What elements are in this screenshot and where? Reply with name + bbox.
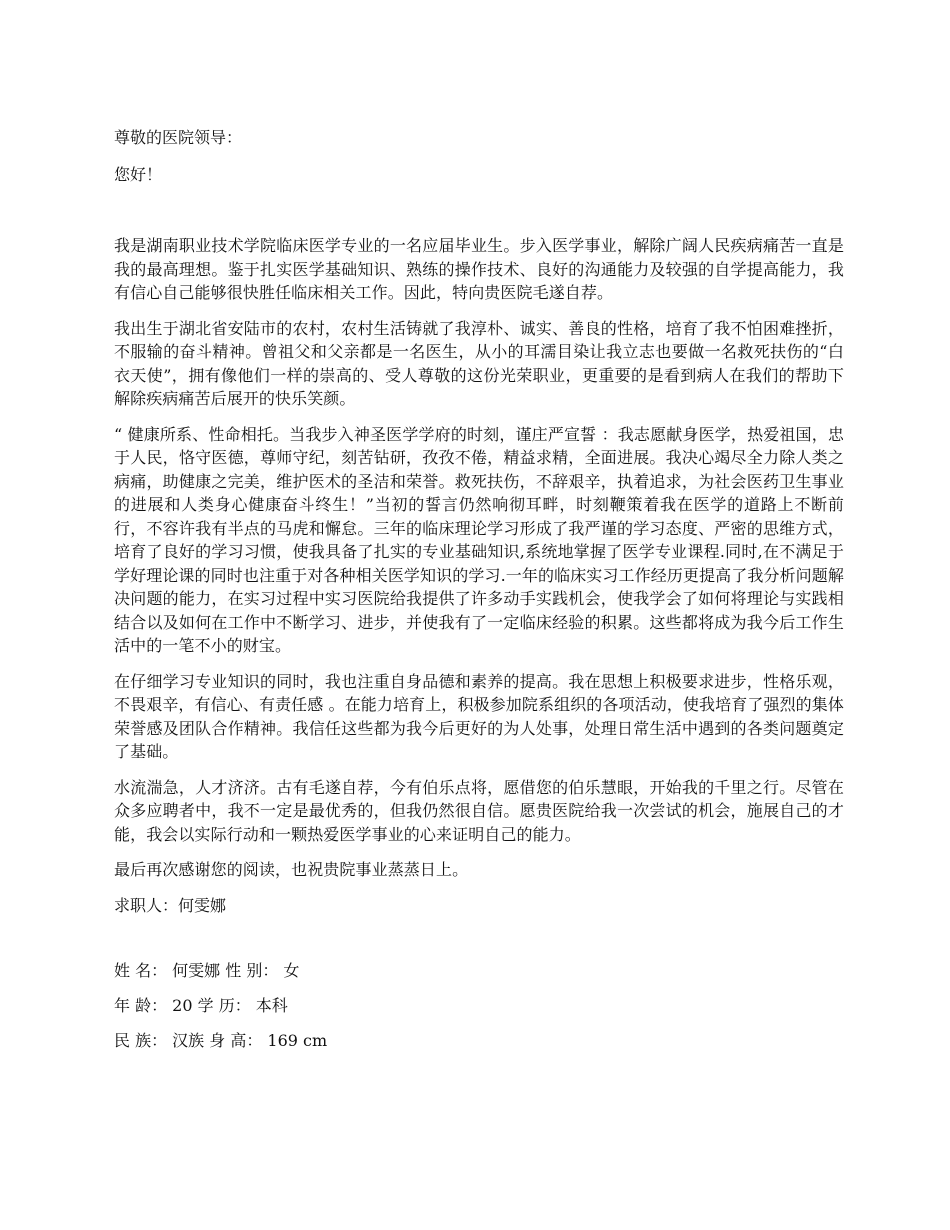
- paragraph-thanks: 最后再次感谢您的阅读，也祝贵院事业蒸蒸日上。: [114, 860, 469, 879]
- profile-info: [114, 959, 844, 1052]
- greeting: 您好！: [114, 165, 163, 184]
- signature: 求职人：何雯娜: [114, 895, 227, 915]
- paragraph-request: 水流湍急，人才济济。古有毛遂自荐，今有伯乐点将，愿借您的伯乐慧眼，开始我的千里之行。尽管在众多应聘者中，我不一定是最优秀的，但我仍然很自信。愿贵医院给我一次尝试的机会，施展自己的才能，我会以实际行动和一颗热爱医学事业的心来证明自己的能力。: [114, 777, 844, 844]
- paragraph-background: 我出生于湖北省安陆市的农村，农村生活铸就了我淳朴、诚实、善良的性格，培育了我不怕困难挫折，不服输的奋斗精神。曾祖父和父亲都是一名医生，从小的耳濡目染让我立志也要做一名救死扶伤的“白衣天使”，拥有像他们一样的崇高的、受人尊敬的这份光荣职业，更重要的是看到病人在我们的帮助下解除疾病痛苦后展开的快乐笑颜。: [114, 318, 844, 408]
- salutation: 尊敬的医院领导：: [114, 128, 243, 147]
- paragraph-intro: 我是湖南职业技术学院临床医学专业的一名应届毕业生。步入医学事业，解除广阔人民疾病痛苦一直是我的最高理想。鉴于扎实医学基础知识、熟练的操作技术、良好的沟通能力及较强的自学提高能力，我有信心自己能够很快胜任临床相关工作。因此，特向贵医院毛遂自荐。: [114, 236, 844, 302]
- paragraph-character: 在仔细学习专业知识的同时，我也注重自身品德和素养的提高。我在思想上积极要求进步，性格乐观，不畏艰辛，有信心、有责任感 。在能力培育上，积极参加院系组织的各项活动，使我培育了强烈的集体荣誉感及团队合作精神。我信任这些都为我今后更好的为人处事，处理日常生活中遇到的各类问题奠定了基础。: [114, 671, 844, 761]
- cover-letter: [114, 126, 844, 1052]
- profile-row-name-gender: 姓 名： 何雯娜 性 别： 女: [114, 960, 300, 980]
- profile-row-ethnicity-height: 民 族： 汉族 身 高： 169 cm: [114, 1030, 328, 1050]
- profile-row-age-education: 年 龄： 20 学 历： 本科: [114, 995, 288, 1015]
- paragraph-oath-study: “ 健康所系、性命相托。当我步入神圣医学学府的时刻，谨庄严宣誓 ：我志愿献身医学，热爱祖国，忠于人民，恪守医德，尊师守纪，刻苦钻研，孜孜不倦，精益求精，全面进展。我决心竭尽全力除人类之病痛，助健康之完美，维护医术的圣洁和荣誉。救死扶伤，不辞艰辛，执着追求，为社会医药卫生事业的进展和人类身心健康奋斗终生！”当初的誓言仍然响彻耳畔，时刻鞭策着我在医学的道路上不断前行，不容许我有半点的马虎和懈怠。三年的临床理论学习形成了我严谨的学习态度、严密的思维方式，培育了良好的学习习惯，使我具备了扎实的专业基础知识,系统地掌握了医学专业课程.同时,在不满足于学好理论课的同时也注重于对各种相关医学知识的学习.一年的临床实习工作经历更提高了我分析问题解决问题的能力，在实习过程中实习医院给我提供了许多动手实践机会，使我学会了如何将理论与实践相结合以及如何在工作中不断学习、进步，并使我有了一定临床经验的积累。这些都将成为我今后工作生活中的一笔不小的财宝。: [114, 424, 844, 655]
